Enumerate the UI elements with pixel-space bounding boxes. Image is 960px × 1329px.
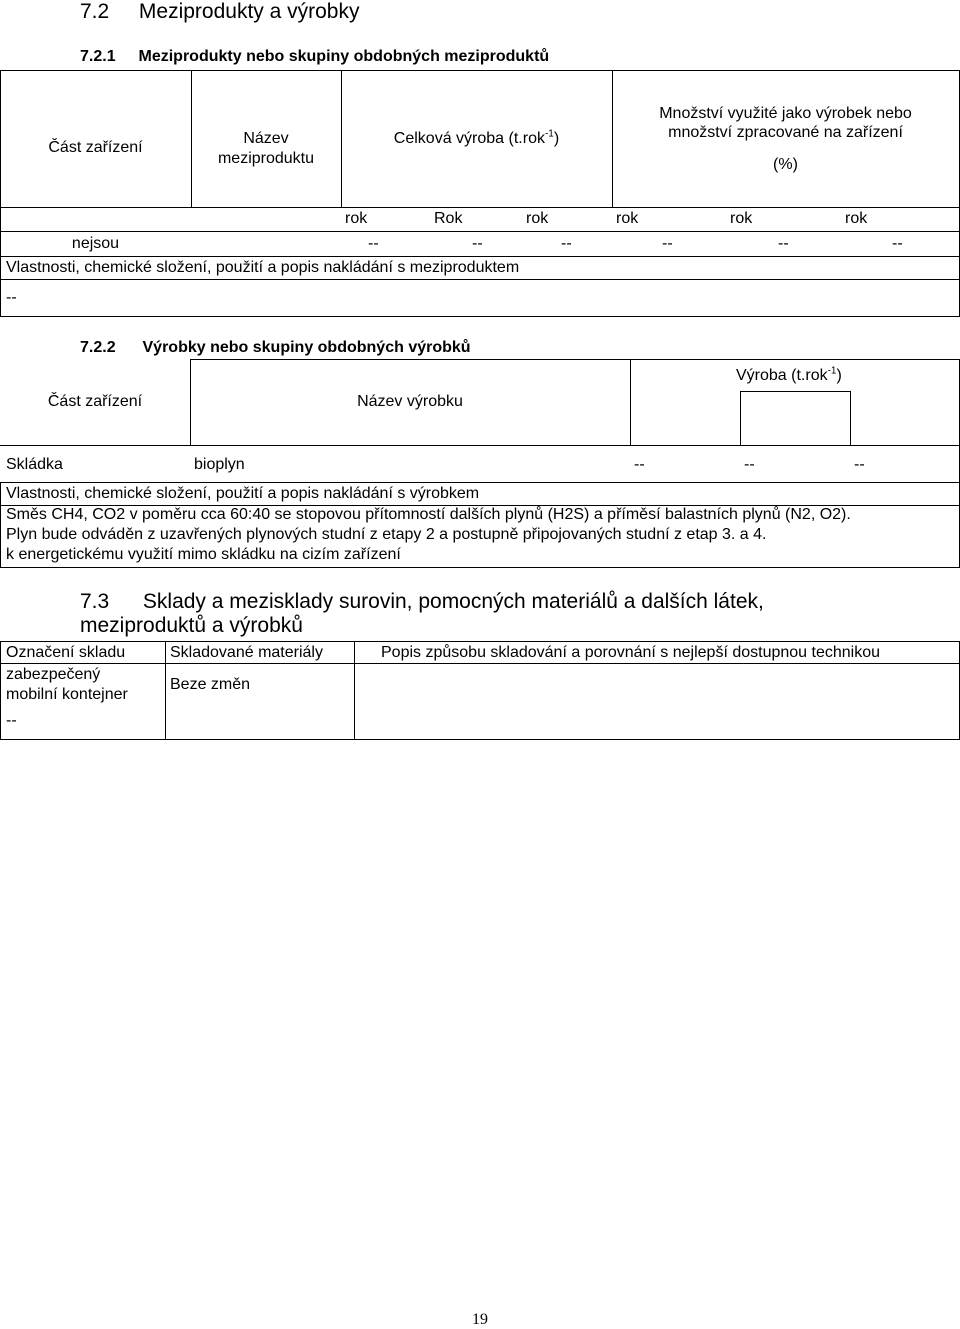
section-7-2-title: Meziprodukty a výrobky	[138, 0, 360, 23]
row-value: --	[778, 235, 789, 252]
col-production-prefix: Výroba (t.rok	[736, 367, 828, 384]
col-name-header-line1: Název	[243, 130, 289, 147]
row-value: --	[472, 235, 483, 252]
section-7-3-title-line2: meziproduktů a výrobků	[80, 614, 303, 637]
year-label: rok	[345, 210, 368, 227]
col-name-header: Název výrobku	[357, 393, 463, 410]
row-storage-line: mobilní kontejner	[6, 686, 128, 703]
row-storage-line: --	[6, 712, 17, 729]
row-value: --	[561, 235, 572, 252]
section-7-2-2-heading	[80, 339, 471, 357]
properties-label: Vlastnosti, chemické složení, použití a popis nakládání s výrobkem	[6, 485, 480, 502]
section-7-2-1-heading	[80, 48, 549, 66]
col-storage-header: Označení skladu	[6, 644, 126, 661]
row-materials: Beze změn	[170, 676, 251, 693]
row-value: --	[634, 456, 645, 473]
section-7-2-2-title: Výrobky nebo skupiny obdobných výrobků	[142, 339, 471, 356]
year-label: rok	[845, 210, 868, 227]
section-7-2-heading	[80, 0, 359, 24]
row-value: --	[662, 235, 673, 252]
row-label: nejsou	[71, 235, 120, 252]
col-share-unit: (%)	[773, 156, 798, 173]
properties-label: Vlastnosti, chemické složení, použití a popis nakládání s meziproduktem	[6, 259, 520, 276]
col-part-header: Část zařízení	[48, 139, 143, 156]
year-label: Rok	[434, 210, 463, 227]
row-name: bioplyn	[194, 456, 245, 473]
row-value: --	[744, 456, 755, 473]
col-total-prefix: Celková výroba (t.rok	[393, 130, 545, 147]
row-value: --	[854, 456, 865, 473]
year-label: rok	[526, 210, 549, 227]
section-7-3-title-line1: Sklady a mezisklady surovin, pomocných materiálů a dalších látek,	[142, 590, 764, 613]
col-materials-header: Skladované materiály	[170, 644, 323, 661]
year-label: rok	[616, 210, 639, 227]
col-total-sup: -1	[544, 128, 554, 140]
properties-line: Směs CH4, CO2 v poměru cca 60:40 se stopovou přítomností dalších plynů (H2S) a příměsí balastních plynů (N2, O2).	[6, 506, 851, 523]
col-part-header: Část zařízení	[47, 393, 143, 410]
col-total-suffix: )	[553, 130, 560, 147]
row-value: --	[368, 235, 379, 252]
section-7-3-heading	[80, 590, 764, 614]
section-7-2-2-number: 7.2.2	[80, 339, 116, 356]
col-share-header-line1: Množství využité jako výrobek nebo	[659, 105, 912, 122]
section-7-2-number: 7.2	[80, 0, 110, 23]
row-storage-line: zabezpečený	[6, 666, 101, 683]
page-number: 19	[472, 1311, 488, 1328]
properties-value: --	[6, 289, 17, 306]
section-7-3-number: 7.3	[80, 590, 110, 613]
section-7-2-1-title: Meziprodukty nebo skupiny obdobných meziproduktů	[138, 48, 550, 65]
row-part: Skládka	[6, 456, 63, 473]
col-name-header-line2: meziproduktu	[217, 150, 315, 167]
col-description-header: Popis způsobu skladování a porovnání s nejlepší dostupnou technikou	[381, 644, 881, 661]
year-label: rok	[730, 210, 753, 227]
col-production-suffix: )	[836, 367, 842, 384]
col-share-header-line2: množství zpracované na zařízení	[668, 124, 903, 141]
col-total-header	[341, 130, 612, 148]
properties-line: k energetickému využití mimo skládku na cizím zařízení	[6, 546, 401, 563]
col-production-header	[736, 367, 842, 385]
col-production-sup: -1	[827, 365, 837, 377]
row-value: --	[892, 235, 903, 252]
section-7-2-1-number: 7.2.1	[80, 48, 116, 65]
properties-line: Plyn bude odváděn z uzavřených plynových studní z etapy 2 a postupně připojovaných studní z etap 3. a 4.	[6, 526, 767, 543]
